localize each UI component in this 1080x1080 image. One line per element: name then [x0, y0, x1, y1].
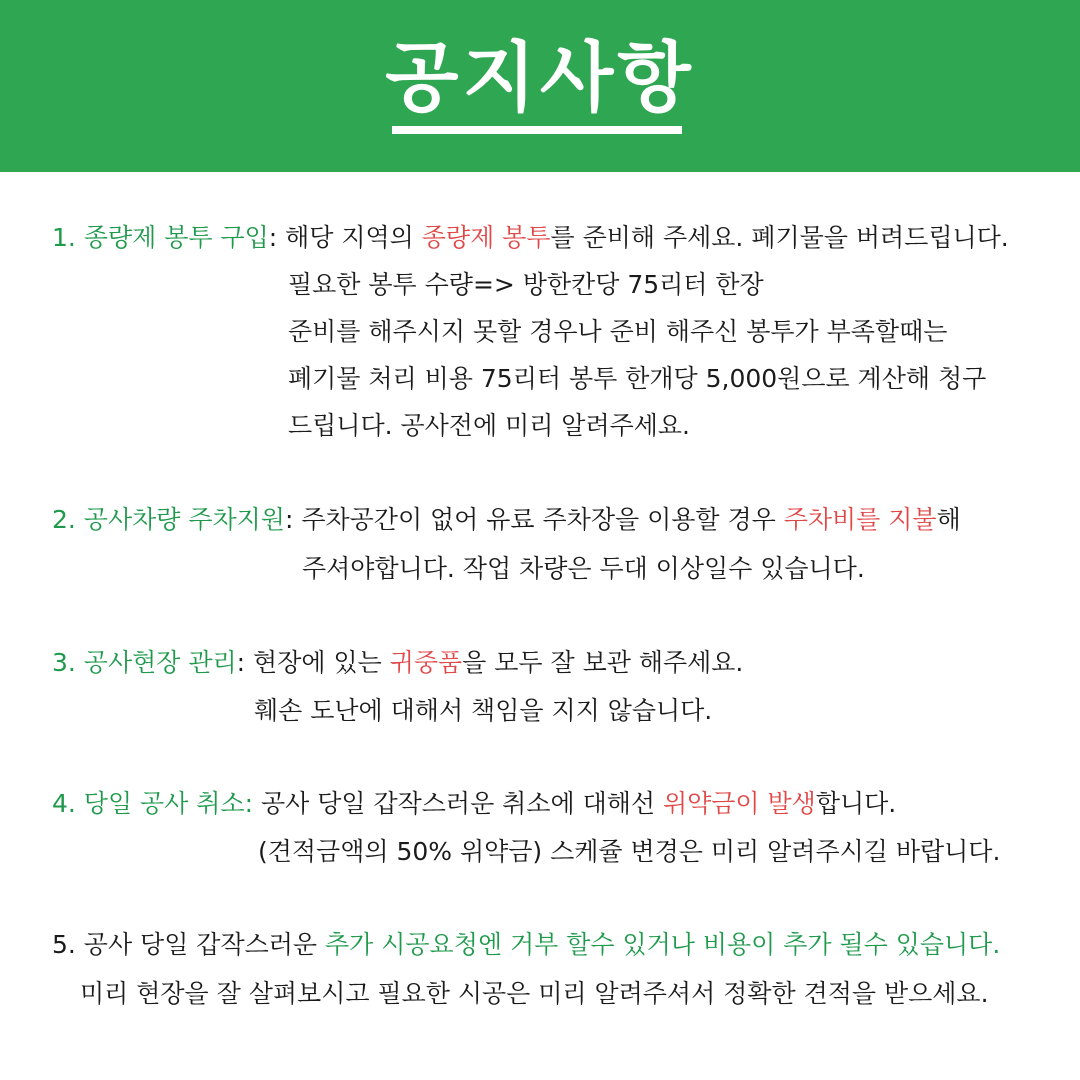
notice-1-line-4: 폐기물 처리 비용 75리터 봉투 한개당 5,000원으로 계산해 청구 — [288, 364, 987, 393]
notice-1-line-2: 필요한 봉투 수량=> 방한칸당 75리터 한장 — [288, 270, 764, 299]
notice-2-text-before: 주차공간이 없어 유료 주차장을 이용할 경우 — [293, 505, 784, 534]
notice-1-line-1 — [52, 220, 1009, 256]
notice-4-line-1 — [52, 786, 896, 822]
notice-1-colon: : — [268, 223, 278, 252]
title-underline — [392, 126, 682, 134]
notice-3-heading: 3. 공사현장 관리 — [52, 648, 237, 677]
notice-2-highlight: 주차비를 지불 — [783, 505, 937, 534]
notice-1-heading: 1. 종량제 봉투 구입 — [52, 223, 269, 252]
notice-5-text-before: 5. 공사 당일 갑작스러운 — [52, 930, 325, 959]
notice-5-line-2: 미리 현장을 잘 살펴보시고 필요한 시공은 미리 알려주셔서 정확한 견적을 받으세요. — [80, 979, 989, 1008]
notice-1-line-5: 드립니다. 공사전에 미리 알려주세요. — [288, 411, 690, 440]
notice-5-highlight: 추가 시공요청엔 거부 할수 있거나 비용이 추가 될수 있습니다. — [325, 930, 1001, 959]
notice-3-line-1 — [52, 645, 743, 681]
notice-2-line-2: 주셔야합니다. 작업 차량은 두대 이상일수 있습니다. — [302, 554, 865, 583]
notice-1-text-after: 를 준비해 주세요. 폐기물을 버려드립니다. — [550, 223, 1009, 252]
notice-2-colon: : — [284, 505, 294, 534]
notice-4-highlight: 위약금이 발생 — [662, 789, 816, 818]
notice-4-text-before: 공사 당일 갑작스러운 취소에 대해선 — [253, 789, 663, 818]
notice-5-line-1 — [52, 927, 1000, 963]
notice-3-highlight: 귀중품 — [389, 648, 463, 677]
notice-3-colon: : — [236, 648, 246, 677]
notice-2-line-1 — [52, 502, 961, 538]
notice-4-line-2: (견적금액의 50% 위약금) 스케쥴 변경은 미리 알려주시길 바랍니다. — [258, 837, 1001, 866]
page-title: 공지사항 — [385, 33, 695, 122]
header-banner — [0, 0, 1080, 172]
notice-4-heading: 4. 당일 공사 취소: — [52, 789, 254, 818]
notice-3-text-before: 현장에 있는 — [245, 648, 390, 677]
notice-3-line-2: 훼손 도난에 대해서 책임을 지지 않습니다. — [254, 696, 713, 725]
notice-1-line-3: 준비를 해주시지 못할 경우나 준비 해주신 봉투가 부족할때는 — [288, 317, 948, 346]
notice-3-text-after: 을 모두 잘 보관 해주세요. — [462, 648, 744, 677]
notice-2-heading: 2. 공사차량 주차지원 — [52, 505, 285, 534]
notice-1-text-before: 해당 지역의 — [277, 223, 422, 252]
notice-1-highlight: 종량제 봉투 — [421, 223, 551, 252]
notice-2-text-after: 해 — [936, 505, 961, 534]
notice-4-text-after: 합니다. — [815, 789, 897, 818]
